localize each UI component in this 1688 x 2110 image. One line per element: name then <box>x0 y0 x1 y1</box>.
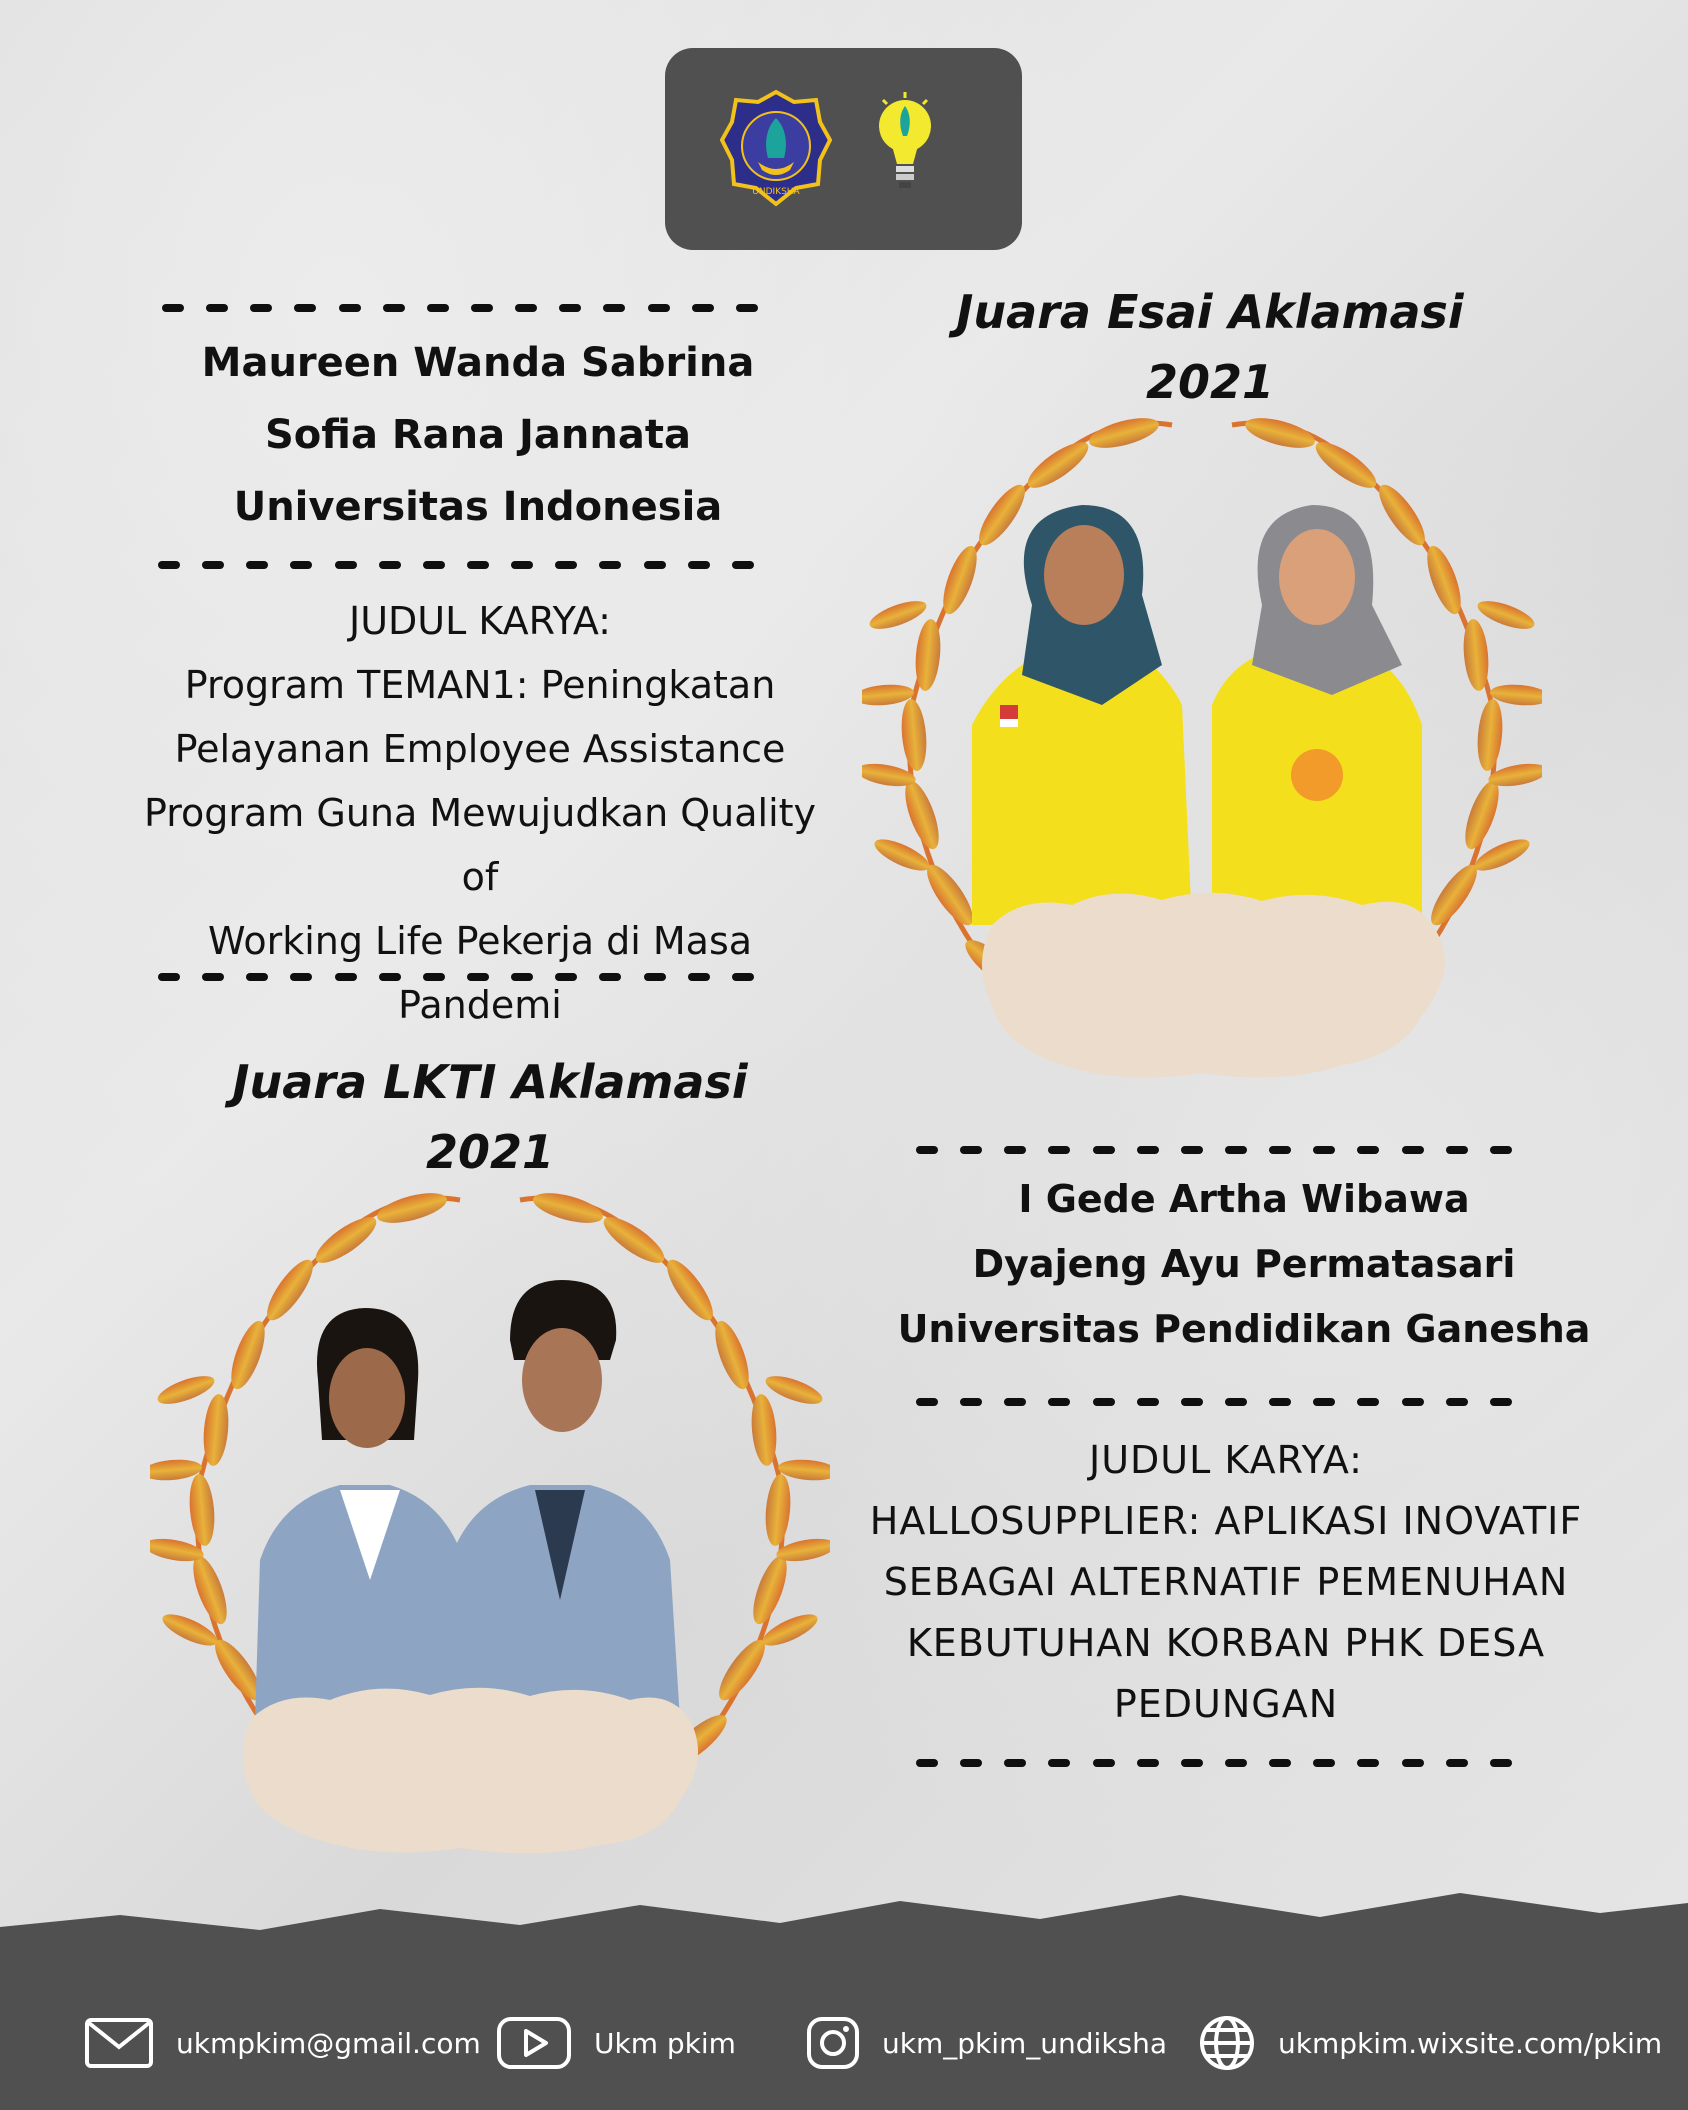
lkti-names-block <box>882 1167 1606 1362</box>
footer-website[interactable] <box>1198 2015 1662 2071</box>
dash-divider <box>916 1758 1512 1768</box>
esai-karya-line: Working Life Pekerja di Masa <box>207 919 753 963</box>
esai-karya-line: Program TEMAN1: Peningkatan <box>184 663 776 707</box>
globe-icon <box>1198 2014 1256 2072</box>
undiksha-logo-icon <box>720 88 832 210</box>
esai-name-2: Sofia Rana Jannata <box>265 412 691 458</box>
esai-title-line1: Juara Esai Aklamasi <box>956 285 1464 339</box>
footer-torn-edge <box>0 1875 1688 1955</box>
lkti-karya-block <box>866 1430 1586 1735</box>
dash-divider <box>158 560 754 570</box>
footer-email-text: ukmpkim@gmail.com <box>176 2026 481 2060</box>
dash-divider <box>162 303 758 313</box>
instagram-icon <box>806 2016 860 2070</box>
esai-title-year: 2021 <box>1145 355 1275 409</box>
esai-karya-line: Pelayanan Employee Assistance <box>174 727 786 771</box>
lkti-karya-line: SEBAGAI ALTERNATIF PEMENUHAN <box>883 1560 1569 1604</box>
youtube-icon <box>496 2016 572 2070</box>
lkti-karya-line: KEBUTUHAN KORBAN PHK DESA <box>906 1621 1546 1665</box>
footer-youtube-text: Ukm pkim <box>594 2026 736 2060</box>
esai-karya-line: Program Guna Mewujudkan Quality of <box>143 791 817 899</box>
lkti-university: Universitas Pendidikan Ganesha <box>897 1307 1591 1351</box>
lkti-title-year: 2021 <box>425 1125 555 1179</box>
lightbulb-logo-icon <box>875 90 935 200</box>
footer-youtube[interactable] <box>496 2015 736 2071</box>
esai-name-1: Maureen Wanda Sabrina <box>201 340 755 386</box>
esai-karya-line: Pandemi <box>398 983 562 1027</box>
esai-names-block <box>140 327 816 543</box>
esai-laurel-photo <box>862 405 1542 1085</box>
esai-university: Universitas Indonesia <box>233 484 723 530</box>
lkti-title <box>180 1047 800 1187</box>
mail-icon <box>84 2017 154 2069</box>
lkti-name-2: Dyajeng Ayu Permatasari <box>972 1242 1516 1286</box>
esai-karya-label: JUDUL KARYA: <box>349 599 611 643</box>
dash-divider <box>916 1145 1512 1155</box>
lkti-karya-label: JUDUL KARYA: <box>1089 1438 1363 1482</box>
footer-instagram[interactable] <box>806 2015 1167 2071</box>
lkti-name-1: I Gede Artha Wibawa <box>1018 1177 1470 1221</box>
dash-divider <box>158 972 754 982</box>
esai-title <box>900 277 1520 417</box>
footer-website-text: ukmpkim.wixsite.com/pkim <box>1278 2026 1663 2060</box>
lkti-karya-line: HALLOSUPPLIER: APLIKASI INOVATIF <box>869 1499 1583 1543</box>
undiksha-logo-text: UNDIKSHA <box>752 187 800 197</box>
photo-patch <box>243 1688 698 1854</box>
lkti-laurel-photo <box>150 1180 830 1860</box>
lkti-winners-photo <box>255 1280 680 1720</box>
photo-patch <box>982 893 1445 1078</box>
esai-karya-block <box>120 589 840 1037</box>
footer-email[interactable] <box>84 2015 481 2071</box>
footer-instagram-text: ukm_pkim_undiksha <box>882 2026 1168 2060</box>
logo-panel <box>665 48 1022 250</box>
lkti-karya-line: PEDUNGAN <box>1113 1682 1339 1726</box>
lkti-title-line1: Juara LKTI Aklamasi <box>232 1055 748 1109</box>
dash-divider <box>916 1397 1512 1407</box>
esai-winners-photo <box>972 505 1422 925</box>
